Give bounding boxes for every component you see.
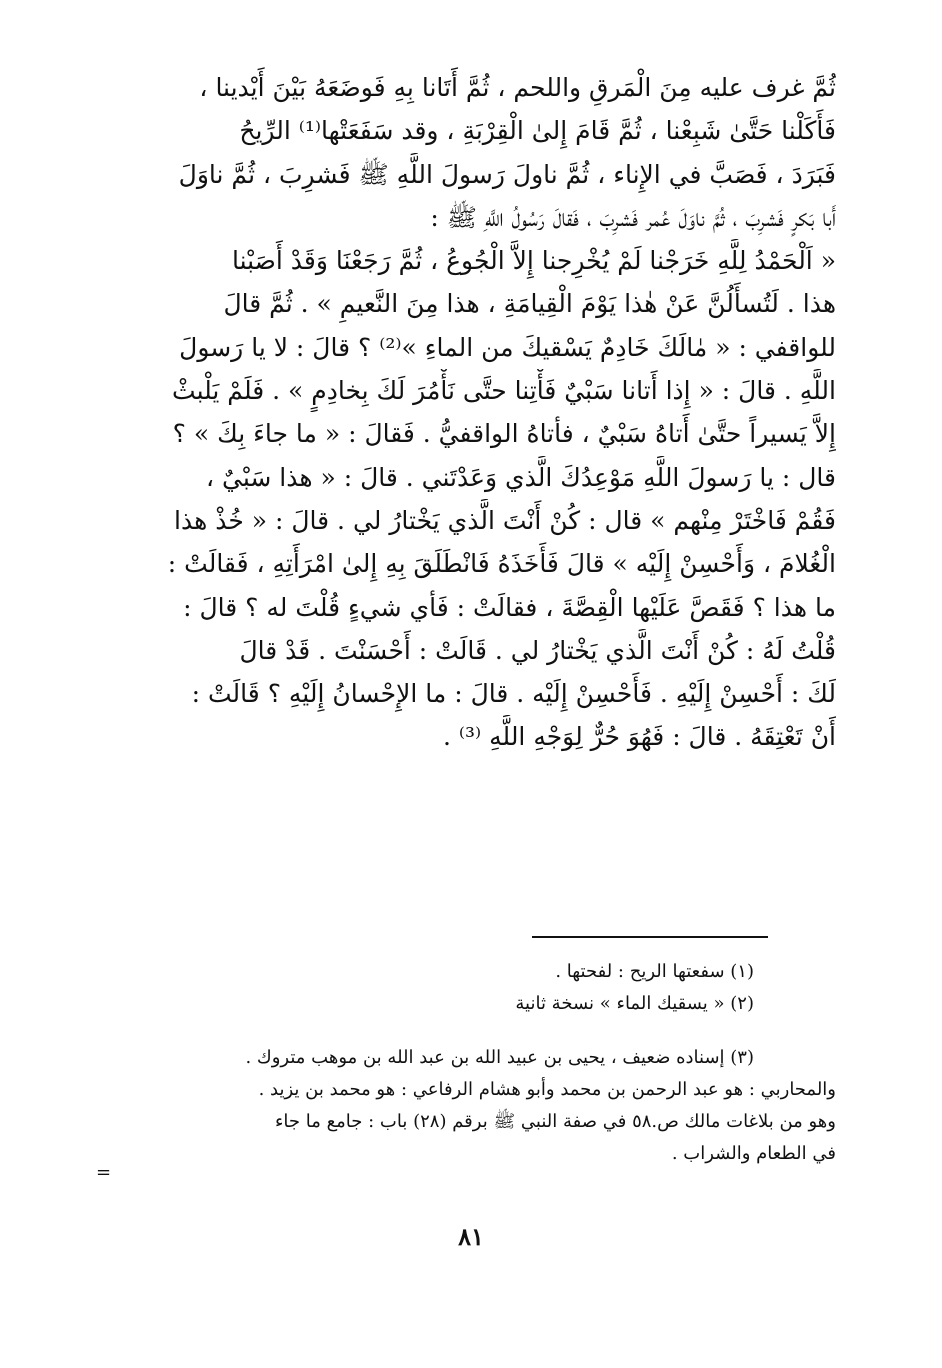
text-line: فَبَرَدَ ، فَصَبَّ في الإِناء ، ثُمَّ ناولَ رَسولَ اللَّهِ ﷺ فَشرِبَ ، ثُمَّ ناوَلَ xyxy=(178,159,836,189)
text-line: لَكَ : أَحْسِنْ إِلَيْهِ . فَأَحْسِنْ إِلَيْه . قالَ : ما الإِحْسانُ إِلَيْهِ ؟ قَالَتْ : xyxy=(191,679,836,709)
text-line: الْغُلامَ ، وَأَحْسِنْ إِلَيْه » قالَ فَأَخَذَهُ فَانْطَلَقَ بِهِ إِلىٰ امْرَأَتِهِ ، فَقالَتْ : xyxy=(167,549,836,579)
footnote-3: (٣) إسناده ضعيف ، يحيى بن عبيد الله بن عبد الله بن موهب متروك . xyxy=(245,1047,754,1068)
footnote-3-continued: والمحاربي : هو عبد الرحمن بن محمد وأبو هشام الرفاعي : هو محمد بن يزيد . xyxy=(258,1079,836,1100)
text-line: ثُمَّ غرف عليه مِنَ الْمَرقِ واللحم ، ثُمَّ أَتَانا بِهِ فَوضَعَهُ بَيْنَ أَيْدينا ، xyxy=(199,73,836,102)
page-number: ٨١ xyxy=(458,1222,484,1251)
main-text xyxy=(108,66,836,759)
text-line: اللَّهِ . قالَ : « إِذا أَتانا سَبْيٌ فَأْتِنا حتَّى نَأْمُرَ لَكَ بِخادِمٍ » . فَلَمْ يَلْبثْ xyxy=(172,376,836,406)
text-line: ما هذا ؟ فَقَصَّ عَلَيْها الْقِصَّةَ ، فقالَتْ : فَأي شيءٍ قُلْتَ له ؟ قالَ : xyxy=(183,592,836,622)
text-line: قال : يا رَسولَ اللَّهِ مَوْعِدُكَ الَّذي وَعَدْتَني . قالَ : « هذا سَبْيٌ ، xyxy=(205,462,836,492)
continuation-mark: = xyxy=(96,1162,112,1183)
text-line: أَنْ تَعْتِقَهُ . قالَ : فَهُوَ حُرٌّ لِوَجْهِ اللَّهِ ⁽³⁾ . xyxy=(442,722,836,752)
text-line: هذا . لَتُسأَلُنَّ عَنْ هٰذا يَوْمَ الْقِيامَةِ ، هذا مِنَ النَّعيمِ » . ثُمَّ قالَ xyxy=(223,289,836,319)
text-line: فَقُمْ فَاخْتَرْ مِنْهم » قال : كُنْ أَنْتَ الَّذي يَخْتارُ لي . قالَ : « خُذْ هذا xyxy=(174,505,836,535)
footnote-3-continued: وهو من بلاغات مالك ص.٥٨ في صفة النبي ﷺ برقم (٢٨) باب : جامع ما جاء xyxy=(274,1111,836,1132)
footnote-divider xyxy=(532,936,768,938)
text-line: فَأَكَلْنا حَتَّىٰ شَبِعْنا ، ثُمَّ قَامَ إِلىٰ الْقِرْبَةِ ، وقد سَفَعَتْها⁽¹⁾ الرِّيحُ xyxy=(239,116,836,146)
text-line: قُلْتُ لَهُ : كُنْ أَنْتَ الَّذي يَخْتارُ لي . قَالَتْ : أَحْسَنْتَ . قَدْ قالَ xyxy=(239,635,836,665)
footnote-2: (٢) « يسقيك الماء » نسخة ثانية xyxy=(515,993,754,1014)
footnote-3-continued: في الطعام والشراب . xyxy=(671,1143,836,1164)
text-line: إِلاَّ يَسيراً حتَّىٰ أَتاهُ سَبْيٌ ، فأتاهُ الواقفيُّ . فَقالَ : « ما جاءَ بِكَ » ؟ xyxy=(172,419,836,449)
text-line: « اَلْحَمْدُ لِلَّهِ خَرَجْنا لَمْ يُخْرِجنا إِلاَّ الْجُوعُ ، ثُمَّ رَجَعْنَا وَقَدْ أَصَبْنا xyxy=(231,246,836,276)
footnotes xyxy=(108,956,836,1170)
footnote-1: (١) سفعتها الريح : لفحتها . xyxy=(555,961,754,982)
text-line: أَبا بَكرٍ فَشرِبَ ، ثُمَّ ناوَلَ عُمر فَشرِبَ ، فَقالَ رَسُولُ اللَّهِ ﷺ : xyxy=(430,202,836,232)
text-line: للواقفي : « مٰالَكَ خَادِمٌ يَسْقيكَ من الماءِ »⁽²⁾ ؟ قالَ : لا يا رَسولَ xyxy=(179,332,836,362)
